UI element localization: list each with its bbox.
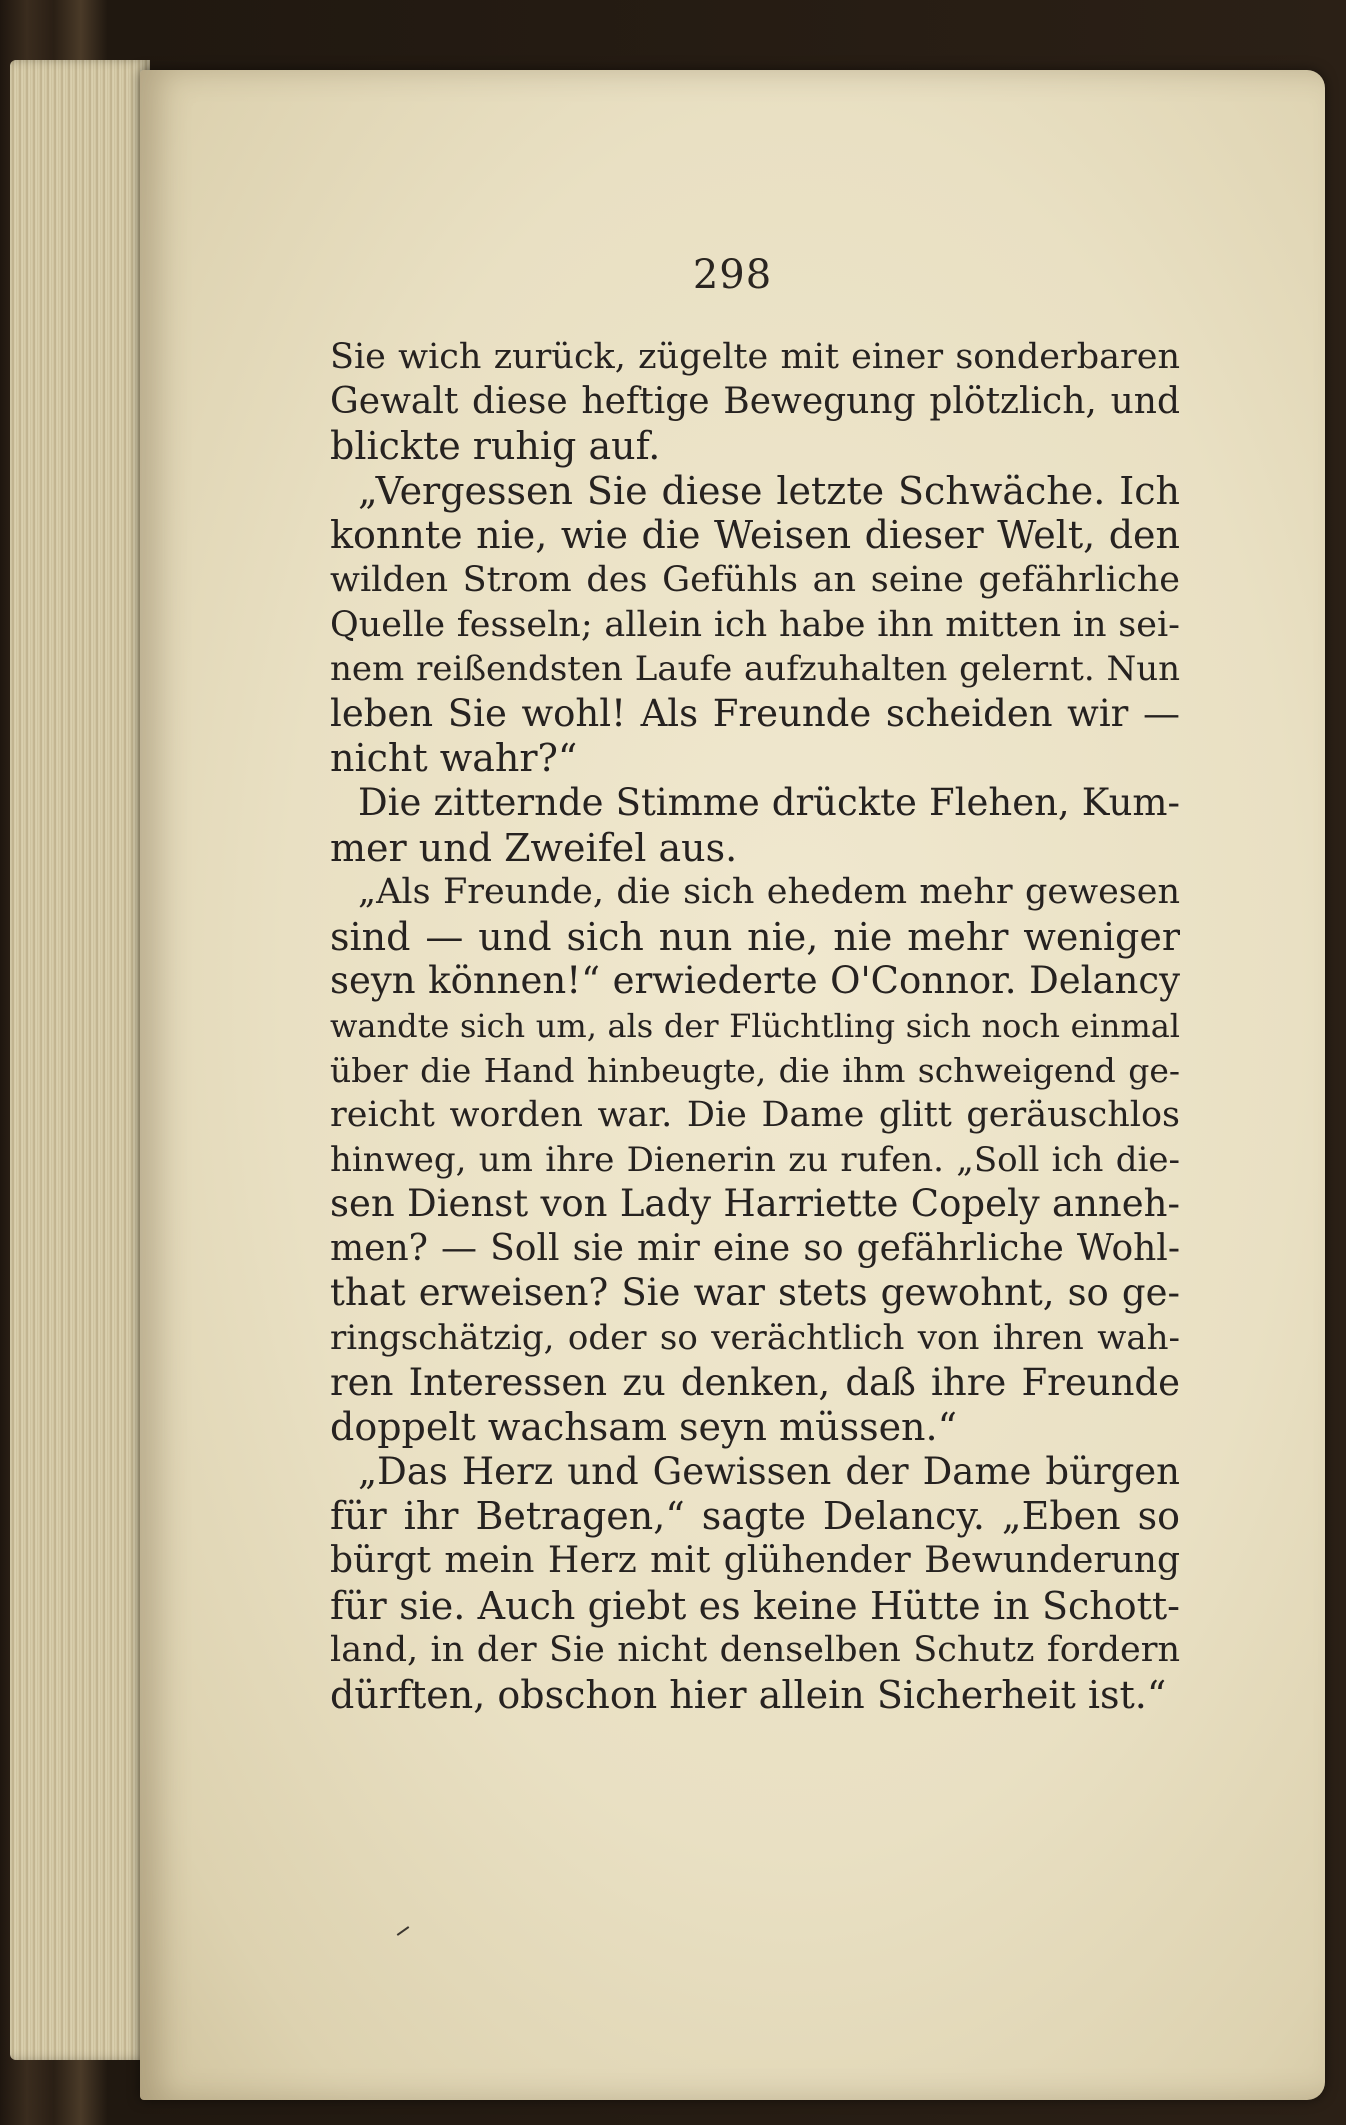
text-line: über die Hand hinbeugte, die ihm schweigend ge- (330, 1050, 1180, 1090)
text-line: wilden Strom des Gefühls an seine gefährliche (330, 559, 1180, 600)
page-body-text (330, 335, 1180, 1717)
text-line: dürften, obschon hier allein Sicherheit ist.“ (330, 1672, 1167, 1717)
text-line: bürgt mein Herz mit glühender Bewunderung (330, 1540, 1180, 1582)
text-line: nem reißendsten Laufe aufzuhalten gelernt. Nun (330, 649, 1180, 690)
text-line: doppelt wachsam seyn müssen.“ (330, 1405, 958, 1450)
text-line: für sie. Auch giebt es keine Hütte in Schott- (330, 1583, 1180, 1628)
text-line: „Vergessen Sie diese letzte Schwäche. Ich (358, 468, 1180, 513)
text-line: ringschätzig, oder so verächtlich von ihren wah- (330, 1318, 1180, 1359)
text-line: reicht worden war. Die Dame glitt geräuschlos (330, 1095, 1180, 1136)
text-line: blickte ruhig auf. (330, 424, 661, 469)
text-line: mer und Zweifel aus. (330, 825, 738, 870)
text-line: that erweisen? Sie war stets gewohnt, so ge- (330, 1271, 1180, 1315)
text-line: Gewalt diese heftige Bewegung plötzlich, und (330, 380, 1180, 422)
text-line: leben Sie wohl! Als Freunde scheiden wir — (330, 691, 1180, 735)
text-line: „Das Herz und Gewissen der Dame bürgen (358, 1449, 1180, 1493)
text-line: men? — Soll sie mir eine so gefährliche Wohl- (330, 1227, 1180, 1269)
text-line: hinweg, um ihre Dienerin zu rufen. „Soll ich die- (330, 1139, 1180, 1180)
text-line: Sie wich zurück, zügelte mit einer sonderbaren (330, 337, 1180, 377)
book-page-edges (10, 60, 150, 2060)
text-line: „Als Freunde, die sich ehedem mehr gewesen (358, 872, 1180, 913)
text-line: nicht wahr?“ (330, 736, 578, 781)
text-line: land, in der Sie nicht denselben Schutz fordern (330, 1630, 1180, 1671)
text-line: wandte sich um, als der Flüchtling sich noch einmal (330, 1006, 1180, 1045)
text-line: für ihr Betragen,“ sagte Delancy. „Eben so (330, 1494, 1180, 1539)
text-line: Quelle fesseln; allein ich habe ihn mitten in sei- (330, 604, 1180, 645)
page-number: 298 (692, 252, 773, 298)
text-line: Die zitternde Stimme drückte Flehen, Kum- (358, 780, 1180, 824)
text-line: sind — und sich nun nie, nie mehr weniger (330, 914, 1180, 959)
text-line: sen Dienst von Lady Harriette Copely anneh- (330, 1182, 1180, 1226)
text-line: konnte nie, wie die Weisen dieser Welt, den (330, 513, 1180, 558)
text-line: ren Interessen zu denken, daß ihre Freunde (330, 1360, 1180, 1404)
text-line: seyn können!“ erwiederte O'Connor. Delancy (330, 959, 1180, 1003)
